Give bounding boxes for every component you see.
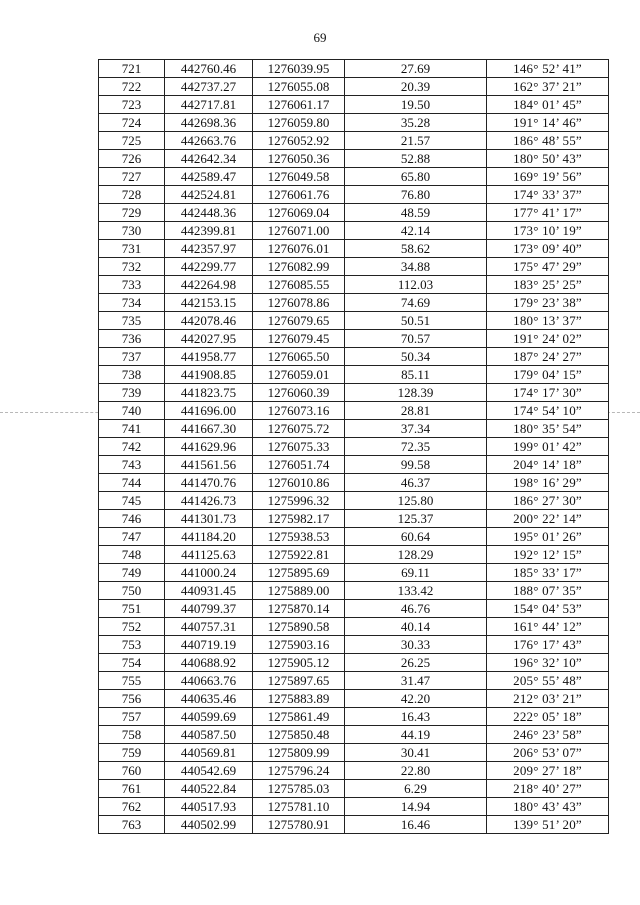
table-row [99, 456, 609, 474]
point-number-cell: 753 [99, 636, 165, 654]
angle-cell: 180° 13’ 37” [487, 312, 609, 330]
distance-cell: 19.50 [345, 96, 487, 114]
x-coordinate-cell: 441823.75 [165, 384, 253, 402]
point-number-cell: 759 [99, 744, 165, 762]
y-coordinate-cell: 1275850.48 [253, 726, 345, 744]
point-number-cell: 750 [99, 582, 165, 600]
angle-cell: 185° 33’ 17” [487, 564, 609, 582]
table-row [99, 492, 609, 510]
x-coordinate-cell: 441125.63 [165, 546, 253, 564]
point-number-cell: 751 [99, 600, 165, 618]
distance-cell: 69.11 [345, 564, 487, 582]
y-coordinate-cell: 1276073.16 [253, 402, 345, 420]
point-number-cell: 728 [99, 186, 165, 204]
distance-cell: 76.80 [345, 186, 487, 204]
y-coordinate-cell: 1275883.89 [253, 690, 345, 708]
x-coordinate-cell: 442589.47 [165, 168, 253, 186]
distance-cell: 34.88 [345, 258, 487, 276]
distance-cell: 52.88 [345, 150, 487, 168]
angle-cell: 192° 12’ 15” [487, 546, 609, 564]
angle-cell: 188° 07’ 35” [487, 582, 609, 600]
table-row [99, 528, 609, 546]
point-number-cell: 758 [99, 726, 165, 744]
table-row [99, 240, 609, 258]
point-number-cell: 741 [99, 420, 165, 438]
distance-cell: 37.34 [345, 420, 487, 438]
y-coordinate-cell: 1276071.00 [253, 222, 345, 240]
point-number-cell: 733 [99, 276, 165, 294]
y-coordinate-cell: 1275922.81 [253, 546, 345, 564]
table-row [99, 348, 609, 366]
angle-cell: 196° 32’ 10” [487, 654, 609, 672]
angle-cell: 174° 33’ 37” [487, 186, 609, 204]
angle-cell: 198° 16’ 29” [487, 474, 609, 492]
angle-cell: 204° 14’ 18” [487, 456, 609, 474]
angle-cell: 179° 23’ 38” [487, 294, 609, 312]
y-coordinate-cell: 1275996.32 [253, 492, 345, 510]
distance-cell: 60.64 [345, 528, 487, 546]
angle-cell: 161° 44’ 12” [487, 618, 609, 636]
angle-cell: 180° 43’ 43” [487, 798, 609, 816]
y-coordinate-cell: 1276079.65 [253, 312, 345, 330]
y-coordinate-cell: 1276039.95 [253, 60, 345, 78]
x-coordinate-cell: 442357.97 [165, 240, 253, 258]
y-coordinate-cell: 1276061.17 [253, 96, 345, 114]
angle-cell: 173° 09’ 40” [487, 240, 609, 258]
table-row [99, 672, 609, 690]
table-row [99, 546, 609, 564]
point-number-cell: 744 [99, 474, 165, 492]
y-coordinate-cell: 1275861.49 [253, 708, 345, 726]
point-number-cell: 760 [99, 762, 165, 780]
table-row [99, 78, 609, 96]
distance-cell: 50.51 [345, 312, 487, 330]
y-coordinate-cell: 1276010.86 [253, 474, 345, 492]
table-row [99, 636, 609, 654]
x-coordinate-cell: 442027.95 [165, 330, 253, 348]
table-row [99, 690, 609, 708]
table-row [99, 204, 609, 222]
y-coordinate-cell: 1276051.74 [253, 456, 345, 474]
table-row [99, 132, 609, 150]
table-row [99, 510, 609, 528]
distance-cell: 31.47 [345, 672, 487, 690]
table-row [99, 618, 609, 636]
point-number-cell: 743 [99, 456, 165, 474]
y-coordinate-cell: 1276060.39 [253, 384, 345, 402]
x-coordinate-cell: 440517.93 [165, 798, 253, 816]
point-number-cell: 757 [99, 708, 165, 726]
table-row [99, 294, 609, 312]
point-number-cell: 721 [99, 60, 165, 78]
point-number-cell: 761 [99, 780, 165, 798]
point-number-cell: 727 [99, 168, 165, 186]
table-row [99, 384, 609, 402]
table-row [99, 420, 609, 438]
angle-cell: 154° 04’ 53” [487, 600, 609, 618]
point-number-cell: 738 [99, 366, 165, 384]
table-row [99, 438, 609, 456]
point-number-cell: 756 [99, 690, 165, 708]
angle-cell: 186° 48’ 55” [487, 132, 609, 150]
angle-cell: 177° 41’ 17” [487, 204, 609, 222]
table-row [99, 600, 609, 618]
table-row [99, 312, 609, 330]
x-coordinate-cell: 440599.69 [165, 708, 253, 726]
table-row [99, 330, 609, 348]
point-number-cell: 723 [99, 96, 165, 114]
point-number-cell: 737 [99, 348, 165, 366]
table-row [99, 726, 609, 744]
y-coordinate-cell: 1276059.01 [253, 366, 345, 384]
x-coordinate-cell: 440587.50 [165, 726, 253, 744]
x-coordinate-cell: 442264.98 [165, 276, 253, 294]
distance-cell: 125.80 [345, 492, 487, 510]
y-coordinate-cell: 1276052.92 [253, 132, 345, 150]
angle-cell: 205° 55’ 48” [487, 672, 609, 690]
x-coordinate-cell: 442153.15 [165, 294, 253, 312]
x-coordinate-cell: 442760.46 [165, 60, 253, 78]
distance-cell: 70.57 [345, 330, 487, 348]
point-number-cell: 722 [99, 78, 165, 96]
y-coordinate-cell: 1276076.01 [253, 240, 345, 258]
distance-cell: 42.20 [345, 690, 487, 708]
point-number-cell: 748 [99, 546, 165, 564]
x-coordinate-cell: 441629.96 [165, 438, 253, 456]
point-number-cell: 740 [99, 402, 165, 420]
point-number-cell: 724 [99, 114, 165, 132]
x-coordinate-cell: 441958.77 [165, 348, 253, 366]
distance-cell: 27.69 [345, 60, 487, 78]
distance-cell: 65.80 [345, 168, 487, 186]
point-number-cell: 749 [99, 564, 165, 582]
x-coordinate-cell: 442737.27 [165, 78, 253, 96]
distance-cell: 28.81 [345, 402, 487, 420]
point-number-cell: 762 [99, 798, 165, 816]
distance-cell: 42.14 [345, 222, 487, 240]
table-row [99, 366, 609, 384]
y-coordinate-cell: 1276050.36 [253, 150, 345, 168]
angle-cell: 218° 40’ 27” [487, 780, 609, 798]
distance-cell: 74.69 [345, 294, 487, 312]
y-coordinate-cell: 1276075.33 [253, 438, 345, 456]
table-body [99, 60, 609, 834]
table-row [99, 564, 609, 582]
y-coordinate-cell: 1276085.55 [253, 276, 345, 294]
x-coordinate-cell: 440799.37 [165, 600, 253, 618]
x-coordinate-cell: 442524.81 [165, 186, 253, 204]
x-coordinate-cell: 442399.81 [165, 222, 253, 240]
y-coordinate-cell: 1275938.53 [253, 528, 345, 546]
distance-cell: 58.62 [345, 240, 487, 258]
page-number: 69 [313, 30, 327, 45]
distance-cell: 72.35 [345, 438, 487, 456]
table-row [99, 654, 609, 672]
table-row [99, 258, 609, 276]
angle-cell: 191° 24’ 02” [487, 330, 609, 348]
distance-cell: 35.28 [345, 114, 487, 132]
x-coordinate-cell: 442642.34 [165, 150, 253, 168]
x-coordinate-cell: 441426.73 [165, 492, 253, 510]
distance-cell: 22.80 [345, 762, 487, 780]
point-number-cell: 734 [99, 294, 165, 312]
distance-cell: 16.43 [345, 708, 487, 726]
angle-cell: 174° 17’ 30” [487, 384, 609, 402]
point-number-cell: 763 [99, 816, 165, 834]
x-coordinate-cell: 442663.76 [165, 132, 253, 150]
point-number-cell: 745 [99, 492, 165, 510]
distance-cell: 50.34 [345, 348, 487, 366]
x-coordinate-cell: 441561.56 [165, 456, 253, 474]
table-row [99, 474, 609, 492]
distance-cell: 112.03 [345, 276, 487, 294]
table-row [99, 150, 609, 168]
x-coordinate-cell: 442717.81 [165, 96, 253, 114]
angle-cell: 146° 52’ 41” [487, 60, 609, 78]
angle-cell: 186° 27’ 30” [487, 492, 609, 510]
x-coordinate-cell: 440635.46 [165, 690, 253, 708]
angle-cell: 195° 01’ 26” [487, 528, 609, 546]
distance-cell: 40.14 [345, 618, 487, 636]
x-coordinate-cell: 440663.76 [165, 672, 253, 690]
x-coordinate-cell: 441184.20 [165, 528, 253, 546]
point-number-cell: 732 [99, 258, 165, 276]
point-number-cell: 755 [99, 672, 165, 690]
table-row [99, 402, 609, 420]
table-row [99, 60, 609, 78]
point-number-cell: 725 [99, 132, 165, 150]
y-coordinate-cell: 1275890.58 [253, 618, 345, 636]
y-coordinate-cell: 1276082.99 [253, 258, 345, 276]
angle-cell: 222° 05’ 18” [487, 708, 609, 726]
angle-cell: 246° 23’ 58” [487, 726, 609, 744]
distance-cell: 16.46 [345, 816, 487, 834]
distance-cell: 128.29 [345, 546, 487, 564]
table-row [99, 780, 609, 798]
table-row [99, 816, 609, 834]
angle-cell: 169° 19’ 56” [487, 168, 609, 186]
distance-cell: 44.19 [345, 726, 487, 744]
distance-cell: 125.37 [345, 510, 487, 528]
point-number-cell: 726 [99, 150, 165, 168]
coordinates-table [98, 59, 609, 834]
angle-cell: 212° 03’ 21” [487, 690, 609, 708]
y-coordinate-cell: 1276061.76 [253, 186, 345, 204]
x-coordinate-cell: 442448.36 [165, 204, 253, 222]
angle-cell: 176° 17’ 43” [487, 636, 609, 654]
x-coordinate-cell: 441000.24 [165, 564, 253, 582]
distance-cell: 30.41 [345, 744, 487, 762]
point-number-cell: 729 [99, 204, 165, 222]
y-coordinate-cell: 1276065.50 [253, 348, 345, 366]
x-coordinate-cell: 440688.92 [165, 654, 253, 672]
point-number-cell: 746 [99, 510, 165, 528]
distance-cell: 30.33 [345, 636, 487, 654]
y-coordinate-cell: 1275905.12 [253, 654, 345, 672]
table-row [99, 582, 609, 600]
y-coordinate-cell: 1276079.45 [253, 330, 345, 348]
y-coordinate-cell: 1275809.99 [253, 744, 345, 762]
y-coordinate-cell: 1276049.58 [253, 168, 345, 186]
x-coordinate-cell: 441696.00 [165, 402, 253, 420]
angle-cell: 184° 01’ 45” [487, 96, 609, 114]
x-coordinate-cell: 440542.69 [165, 762, 253, 780]
y-coordinate-cell: 1276069.04 [253, 204, 345, 222]
point-number-cell: 754 [99, 654, 165, 672]
angle-cell: 179° 04’ 15” [487, 366, 609, 384]
angle-cell: 180° 50’ 43” [487, 150, 609, 168]
angle-cell: 206° 53’ 07” [487, 744, 609, 762]
table-row [99, 96, 609, 114]
table-row [99, 708, 609, 726]
x-coordinate-cell: 441301.73 [165, 510, 253, 528]
y-coordinate-cell: 1275982.17 [253, 510, 345, 528]
point-number-cell: 742 [99, 438, 165, 456]
angle-cell: 175° 47’ 29” [487, 258, 609, 276]
point-number-cell: 736 [99, 330, 165, 348]
angle-cell: 174° 54’ 10” [487, 402, 609, 420]
x-coordinate-cell: 440522.84 [165, 780, 253, 798]
distance-cell: 99.58 [345, 456, 487, 474]
distance-cell: 85.11 [345, 366, 487, 384]
distance-cell: 46.37 [345, 474, 487, 492]
angle-cell: 183° 25’ 25” [487, 276, 609, 294]
y-coordinate-cell: 1275780.91 [253, 816, 345, 834]
distance-cell: 48.59 [345, 204, 487, 222]
angle-cell: 162° 37’ 21” [487, 78, 609, 96]
angle-cell: 139° 51’ 20” [487, 816, 609, 834]
y-coordinate-cell: 1275903.16 [253, 636, 345, 654]
y-coordinate-cell: 1276055.08 [253, 78, 345, 96]
y-coordinate-cell: 1275889.00 [253, 582, 345, 600]
y-coordinate-cell: 1275781.10 [253, 798, 345, 816]
x-coordinate-cell: 441470.76 [165, 474, 253, 492]
table-row [99, 762, 609, 780]
angle-cell: 173° 10’ 19” [487, 222, 609, 240]
x-coordinate-cell: 440569.81 [165, 744, 253, 762]
angle-cell: 209° 27’ 18” [487, 762, 609, 780]
distance-cell: 133.42 [345, 582, 487, 600]
x-coordinate-cell: 440757.31 [165, 618, 253, 636]
table-row [99, 798, 609, 816]
distance-cell: 46.76 [345, 600, 487, 618]
x-coordinate-cell: 441908.85 [165, 366, 253, 384]
angle-cell: 187° 24’ 27” [487, 348, 609, 366]
point-number-cell: 752 [99, 618, 165, 636]
x-coordinate-cell: 442698.36 [165, 114, 253, 132]
y-coordinate-cell: 1275895.69 [253, 564, 345, 582]
x-coordinate-cell: 440719.19 [165, 636, 253, 654]
angle-cell: 200° 22’ 14” [487, 510, 609, 528]
angle-cell: 180° 35’ 54” [487, 420, 609, 438]
point-number-cell: 747 [99, 528, 165, 546]
y-coordinate-cell: 1275785.03 [253, 780, 345, 798]
y-coordinate-cell: 1275897.65 [253, 672, 345, 690]
table-row [99, 186, 609, 204]
angle-cell: 199° 01’ 42” [487, 438, 609, 456]
table-row [99, 276, 609, 294]
y-coordinate-cell: 1276059.80 [253, 114, 345, 132]
distance-cell: 26.25 [345, 654, 487, 672]
x-coordinate-cell: 440502.99 [165, 816, 253, 834]
x-coordinate-cell: 442078.46 [165, 312, 253, 330]
y-coordinate-cell: 1275796.24 [253, 762, 345, 780]
point-number-cell: 730 [99, 222, 165, 240]
point-number-cell: 739 [99, 384, 165, 402]
x-coordinate-cell: 440931.45 [165, 582, 253, 600]
distance-cell: 20.39 [345, 78, 487, 96]
table-row [99, 114, 609, 132]
distance-cell: 14.94 [345, 798, 487, 816]
table-row [99, 168, 609, 186]
point-number-cell: 731 [99, 240, 165, 258]
distance-cell: 128.39 [345, 384, 487, 402]
y-coordinate-cell: 1275870.14 [253, 600, 345, 618]
table-row [99, 222, 609, 240]
x-coordinate-cell: 442299.77 [165, 258, 253, 276]
distance-cell: 6.29 [345, 780, 487, 798]
y-coordinate-cell: 1276078.86 [253, 294, 345, 312]
x-coordinate-cell: 441667.30 [165, 420, 253, 438]
y-coordinate-cell: 1276075.72 [253, 420, 345, 438]
table-row [99, 744, 609, 762]
point-number-cell: 735 [99, 312, 165, 330]
angle-cell: 191° 14’ 46” [487, 114, 609, 132]
distance-cell: 21.57 [345, 132, 487, 150]
